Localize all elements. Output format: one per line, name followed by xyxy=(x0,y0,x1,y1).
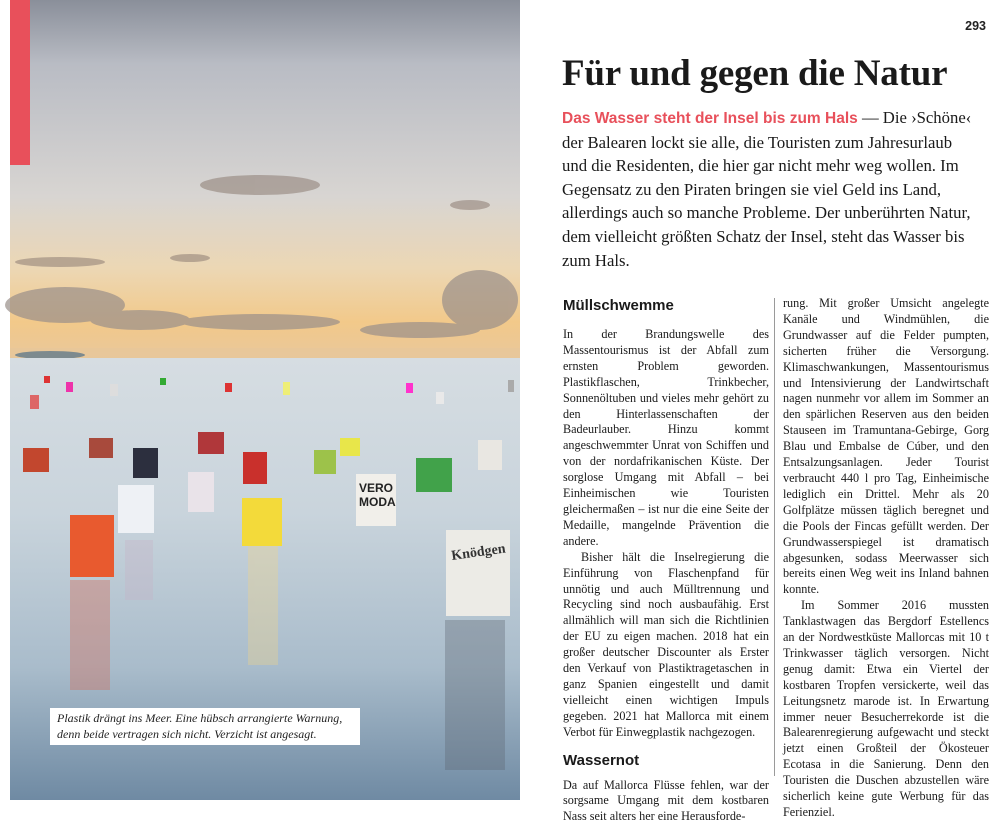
bag-label-top: VERO xyxy=(359,481,394,495)
page-title: Für und gegen die Natur xyxy=(562,53,948,94)
bag-label-bottom: MODA xyxy=(359,495,396,509)
paragraph: In der Brandungswelle des Massentourismus ist der Abfall zum ernsten Problem geworden. Plastikflaschen, Trinkbecher, Sonnenöltuben und vieles mehr gehört zu den Hinterlassenschaften der Badeurlauber. Hinzu kommt angeschwemmter Unrat von Schiffen und von der nordafrikanischen Küste. Der sorglose Umgang mit Abfall – bei Einheimischen wie Touristen gleichermaßen – ist nur die eine Seite der Medaille, mangelnde Prävention die andere. xyxy=(563,327,769,548)
column-divider xyxy=(774,298,775,776)
photo-caption: Plastik drängt ins Meer. Eine hübsch arrangierte Warnung, denn beide vertragen sich nicht. Verzicht ist angesagt. xyxy=(50,708,360,745)
intro-paragraph xyxy=(562,106,980,272)
bag-label-brand: Knödgen xyxy=(450,541,507,564)
paragraph: Im Sommer 2016 mussten Tanklastwagen das Bergdorf Estellencs an der Nordwestküste Mallorcas mit 10 t Trinkwasser täglich versorgen. Nicht genug damit: Etwa ein Viertel der kostbaren Tropfen versickerte, weil das Leitungsnetz marode ist. In Erwartung immer neuer Besucherrekorde ist die Balearenregierung aufgewacht und steckt jetzt einen Großteil der Ökosteuer Ecotasa in die Sanierung. Denn den Touristen die Duschen abzustellen wäre sicherlich keine gute Werbung für das Ferienziel. xyxy=(783,598,989,819)
intro-text: — Die ›Schöne‹ der Balearen lockt sie alle, die Touristen zum Jahresurlaub und die Residenten, die hier gar nicht mehr weg wollen. Im Gegensatz zu den Piraten bringen sie viel Geld ins Land, allerdings auch so manche Probleme. Der unberührten Natur, dem vielleicht größten Schatz der Insel, steht das Wasser bis zum Hals. xyxy=(562,108,972,270)
text-column-left xyxy=(563,296,769,825)
section-heading-muellschwemme: Müllschwemme xyxy=(563,297,674,314)
text-column-right xyxy=(783,296,989,821)
paragraph: Bisher hält die Inselregierung die Einführung von Flaschenpfand für unnötig und auch Mülltrennung und Recycling sind noch ausbaufähig. Erst allmählich will man sich die Richtlinien der EU zu eigen machen. 2018 hat ein großer deutscher Discounter als Erster den Verkauf von Plastiktragetaschen in ganz Spanien eingestellt und damit vielleicht einen wichtigen Impuls gegeben. 2021 hat Mallorca mit einem Verbot für Einwegplastik nachgezogen. xyxy=(563,549,769,739)
accent-bar xyxy=(10,0,30,165)
page-number: 293 xyxy=(965,19,986,33)
paragraph: Da auf Mallorca Flüsse fehlen, war der sorgsame Umgang mit dem kostbaren Nass seit alters her eine Herausforde- xyxy=(563,777,769,824)
section-heading-wassernot: Wassernot xyxy=(563,751,640,769)
intro-lead: Das Wasser steht der Insel bis zum Hals xyxy=(562,110,858,127)
paragraph: rung. Mit großer Umsicht angelegte Kanäle und Windmühlen, die Grundwasser auf die Felder pumpten, sicherten früher die Versorgung. Klimaschwankungen, Massentourismus und Intensivierung der Landwirtschaft nagen nunmehr vor allem im Sommer an den spärlichen Reserven aus den beiden Stauseen im Tramuntana-Gebirge, Gorg Blau und Embalse de Cúber, und den Entsalzungsanlagen. Jeder Tourist verbraucht 440 l pro Tag, Einheimische lediglich ein Drittel. Mehr als 20 Golfplätze müssen täglich beregnet und die Pools der Fincas gefüllt werden. Der Grundwasserspiegel ist dramatisch abgesunken, sodass Meerwasser sich bereits einen Weg weit ins Inland bahnen konnte. xyxy=(783,296,989,597)
